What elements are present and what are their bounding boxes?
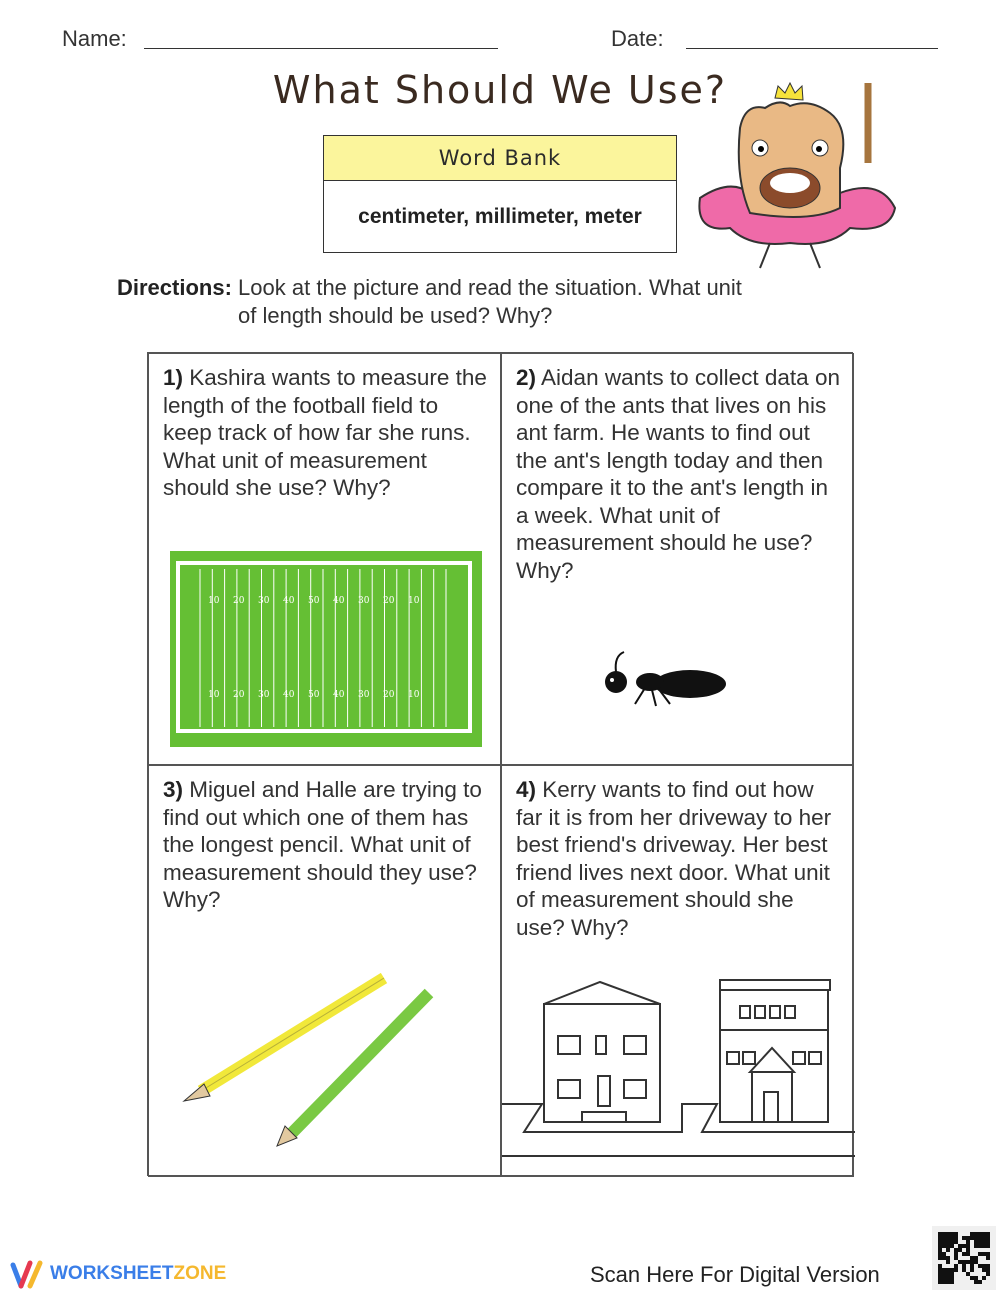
question-number: 3) xyxy=(163,777,184,802)
qr-module xyxy=(982,1240,986,1244)
qr-module xyxy=(970,1276,974,1280)
question-cell-3 xyxy=(148,765,501,1177)
qr-code-icon xyxy=(938,1232,990,1284)
qr-module xyxy=(966,1240,970,1244)
qr-module xyxy=(986,1252,990,1256)
qr-module xyxy=(970,1268,974,1272)
brand-zone: ZONE xyxy=(173,1263,227,1284)
brand-worksheet: WORKSHEET xyxy=(50,1263,174,1284)
yard-label: 20 xyxy=(233,596,245,606)
yard-label: 10 xyxy=(208,596,220,606)
qr-module xyxy=(986,1264,990,1268)
qr-module xyxy=(970,1232,974,1236)
qr-module xyxy=(938,1236,942,1240)
page-title: What Should We Use? xyxy=(272,68,728,112)
qr-module xyxy=(938,1268,942,1272)
qr-module xyxy=(942,1244,946,1248)
qr-module xyxy=(970,1236,974,1240)
worksheet-zone-logo[interactable] xyxy=(10,1258,226,1290)
qr-module xyxy=(954,1232,958,1236)
word-bank-heading: Word Bank xyxy=(324,136,676,181)
yard-label: 30 xyxy=(358,690,370,700)
yard-label: 40 xyxy=(283,690,295,700)
yard-label: 30 xyxy=(358,596,370,606)
qr-module xyxy=(950,1244,954,1248)
qr-module xyxy=(978,1264,982,1268)
qr-module xyxy=(938,1264,942,1268)
qr-module xyxy=(938,1248,942,1252)
qr-module xyxy=(942,1276,946,1280)
qr-module xyxy=(966,1236,970,1240)
qr-module xyxy=(974,1240,978,1244)
qr-module xyxy=(942,1272,946,1276)
qr-module xyxy=(946,1260,950,1264)
qr-module xyxy=(946,1268,950,1272)
qr-module xyxy=(966,1260,970,1264)
qr-module xyxy=(966,1252,970,1256)
qr-module xyxy=(982,1264,986,1268)
qr-module xyxy=(986,1256,990,1260)
qr-module xyxy=(950,1272,954,1276)
qr-module xyxy=(938,1232,942,1236)
qr-module xyxy=(950,1236,954,1240)
qr-module xyxy=(942,1232,946,1236)
qr-module xyxy=(942,1252,946,1256)
qr-module xyxy=(982,1276,986,1280)
yard-label: 40 xyxy=(333,690,345,700)
qr-module xyxy=(978,1280,982,1284)
qr-module xyxy=(938,1280,942,1284)
scan-label: Scan Here For Digital Version xyxy=(590,1262,880,1287)
qr-module xyxy=(986,1272,990,1276)
qr-module xyxy=(974,1276,978,1280)
qr-module xyxy=(950,1232,954,1236)
qr-module xyxy=(938,1272,942,1276)
directions xyxy=(117,274,877,330)
qr-module xyxy=(978,1236,982,1240)
word-bank xyxy=(323,135,677,253)
qr-module xyxy=(946,1272,950,1276)
question-text: Kashira wants to measure the length of the football field to keep track of how far she runs. What unit of measurement should she use? Why? xyxy=(163,365,487,500)
qr-module xyxy=(982,1268,986,1272)
qr-module xyxy=(946,1236,950,1240)
qr-module xyxy=(982,1252,986,1256)
question-number: 1) xyxy=(163,365,184,390)
ant-illustration xyxy=(600,646,730,711)
qr-module xyxy=(958,1260,962,1264)
yard-label: 10 xyxy=(408,690,420,700)
qr-module xyxy=(986,1232,990,1236)
qr-module xyxy=(946,1244,950,1248)
qr-module xyxy=(962,1252,966,1256)
qr-module xyxy=(974,1236,978,1240)
qr-module xyxy=(970,1256,974,1260)
qr-module xyxy=(986,1268,990,1272)
qr-module xyxy=(954,1240,958,1244)
qr-module xyxy=(974,1232,978,1236)
qr-module xyxy=(946,1240,950,1244)
qr-module xyxy=(962,1236,966,1240)
yard-label: 50 xyxy=(308,596,320,606)
directions-label: Directions: xyxy=(117,275,232,300)
word-bank-words: centimeter, millimeter, meter xyxy=(358,205,642,228)
yard-label: 30 xyxy=(258,596,270,606)
qr-module xyxy=(946,1280,950,1284)
qr-module xyxy=(942,1236,946,1240)
directions-text: Look at the picture and read the situation. What unit xyxy=(238,275,742,300)
qr-module xyxy=(954,1248,958,1252)
qr-module xyxy=(986,1244,990,1248)
qr-module xyxy=(954,1264,958,1268)
qr-module xyxy=(954,1236,958,1240)
question-number: 4) xyxy=(516,777,537,802)
qr-module xyxy=(950,1268,954,1272)
qr-module xyxy=(946,1248,950,1252)
question-text: Aidan wants to collect data on one of the ants that lives on his ant farm. He wants to find out the ant's length today and then compare it to the ant's length in a week. What unit of measurement should he use? Why? xyxy=(516,365,840,583)
qr-module xyxy=(982,1236,986,1240)
qr-module xyxy=(946,1256,950,1260)
qr-module xyxy=(958,1244,962,1248)
qr-module xyxy=(962,1268,966,1272)
qr-code[interactable] xyxy=(932,1226,996,1290)
houses-illustration xyxy=(502,976,855,1178)
name-label: Name: xyxy=(62,26,127,51)
qr-module xyxy=(954,1256,958,1260)
yard-label: 30 xyxy=(258,690,270,700)
qr-module xyxy=(962,1260,966,1264)
question-cell-2 xyxy=(501,353,854,765)
qr-module xyxy=(946,1232,950,1236)
qr-module xyxy=(974,1244,978,1248)
qr-module xyxy=(986,1236,990,1240)
qr-module xyxy=(974,1280,978,1284)
qr-module xyxy=(970,1260,974,1264)
qr-module xyxy=(982,1232,986,1236)
qr-module xyxy=(986,1240,990,1244)
qr-module xyxy=(978,1232,982,1236)
yard-label: 10 xyxy=(208,690,220,700)
qr-module xyxy=(942,1268,946,1272)
qr-module xyxy=(954,1268,958,1272)
question-cell-4 xyxy=(501,765,854,1177)
yard-label: 40 xyxy=(283,596,295,606)
qr-module xyxy=(978,1252,982,1256)
qr-module xyxy=(962,1244,966,1248)
yard-label: 20 xyxy=(383,596,395,606)
qr-module xyxy=(966,1248,970,1252)
yard-label: 40 xyxy=(333,596,345,606)
yard-label: 50 xyxy=(308,690,320,700)
pencils-illustration xyxy=(179,966,439,1151)
football-field-illustration xyxy=(170,551,482,747)
question-number: 2) xyxy=(516,365,537,390)
qr-module xyxy=(954,1252,958,1256)
qr-module xyxy=(942,1240,946,1244)
yard-label: 20 xyxy=(383,690,395,700)
qr-module xyxy=(938,1240,942,1244)
qr-module xyxy=(950,1276,954,1280)
qr-module xyxy=(938,1256,942,1260)
qr-module xyxy=(978,1240,982,1244)
mascot-illustration xyxy=(690,78,900,273)
qr-module xyxy=(942,1280,946,1284)
qr-module xyxy=(970,1264,974,1268)
question-text: Miguel and Halle are trying to find out which one of them has the longest pencil. What unit of measurement should they use? Why? xyxy=(163,777,482,912)
qr-module xyxy=(966,1244,970,1248)
name-field[interactable] xyxy=(144,48,498,49)
qr-module xyxy=(938,1276,942,1280)
qr-module xyxy=(938,1244,942,1248)
directions-text-2: of length should be used? Why? xyxy=(238,303,553,328)
qr-module xyxy=(978,1244,982,1248)
qr-module xyxy=(974,1260,978,1264)
date-field[interactable] xyxy=(686,48,938,49)
question-grid xyxy=(147,352,853,1176)
qr-module xyxy=(974,1256,978,1260)
logo-mark-icon xyxy=(10,1259,44,1289)
question-cell-1 xyxy=(148,353,501,765)
qr-module xyxy=(938,1252,942,1256)
qr-module xyxy=(982,1244,986,1248)
yard-label: 10 xyxy=(408,596,420,606)
question-text: Kerry wants to find out how far it is from her driveway to her best friend's driveway. Her best friend lives next door. What unit of measurement should she use? Why? xyxy=(516,777,832,940)
qr-module xyxy=(950,1240,954,1244)
date-label: Date: xyxy=(611,26,664,51)
qr-module xyxy=(958,1248,962,1252)
qr-module xyxy=(950,1280,954,1284)
qr-module xyxy=(942,1256,946,1260)
qr-module xyxy=(946,1276,950,1280)
qr-module xyxy=(962,1264,966,1268)
qr-module xyxy=(966,1272,970,1276)
yard-label: 20 xyxy=(233,690,245,700)
